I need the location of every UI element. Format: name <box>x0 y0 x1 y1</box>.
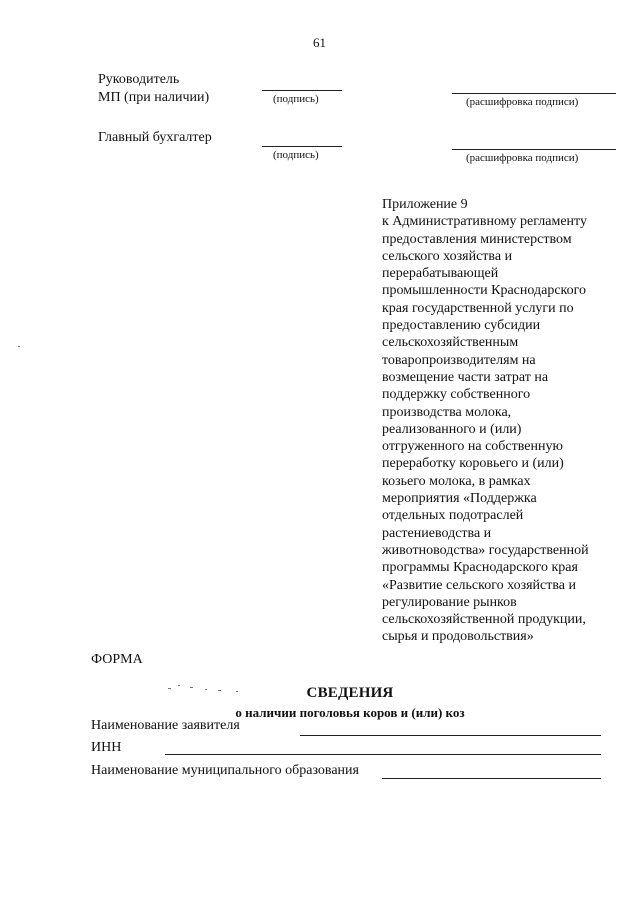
stamp-label: МП (при наличии) <box>98 90 210 105</box>
appendix-line: сельскохозяйственной продукции, <box>382 612 586 628</box>
municipality-label: Наименование муниципального образования <box>91 763 359 778</box>
applicant-label: Наименование заявителя <box>91 718 240 733</box>
appendix-line: переработку коровьего и (или) <box>382 456 564 472</box>
applicant-field-line <box>300 735 601 736</box>
appendix-line: перерабатывающей <box>382 266 499 282</box>
accountant-decoding-caption: (расшифровка подписи) <box>466 152 579 164</box>
accountant-decoding-line <box>452 149 616 150</box>
appendix-line: края государственной услуги по <box>382 300 574 316</box>
scan-speck <box>18 346 20 347</box>
appendix-line: растениеводства и <box>382 525 492 541</box>
appendix-line: козьего молока, в рамках <box>382 473 531 489</box>
appendix-line: сырья и продовольствия» <box>382 629 534 645</box>
appendix-line: программы Краснодарского края <box>382 560 578 576</box>
appendix-line: сельского хозяйства и <box>382 248 513 264</box>
appendix-line: регулирование рынков <box>382 594 517 610</box>
appendix-line: предоставлению субсидии <box>382 318 541 334</box>
appendix-line: поддержку собственного <box>382 387 531 403</box>
appendix-line: товаропроизводителям на <box>382 352 536 368</box>
inn-label: ИНН <box>91 740 122 755</box>
appendix-line: животноводства» государственной <box>382 542 589 558</box>
appendix-line: сельскохозяйственным <box>382 335 519 351</box>
appendix-line: мероприятия «Поддержка <box>382 491 537 507</box>
head-signature-caption: (подпись) <box>273 93 319 105</box>
appendix-line: отдельных подотраслей <box>382 508 524 524</box>
appendix-line: Приложение 9 <box>382 197 468 212</box>
accountant-label: Главный бухгалтер <box>98 130 212 145</box>
appendix-line: производства молока, <box>382 404 512 420</box>
inn-field-line <box>165 754 601 755</box>
head-decoding-caption: (расшифровка подписи) <box>466 96 579 108</box>
appendix-line: промышленности Краснодарского <box>382 283 587 299</box>
appendix-line: к Административному регламенту <box>382 214 587 230</box>
appendix-line: возмещение части затрат на <box>382 369 549 385</box>
appendix-line: отгруженного на собственную <box>382 439 563 455</box>
appendix-line: предоставления министерством <box>382 231 572 247</box>
head-signature-line <box>262 90 342 91</box>
head-decoding-line <box>452 93 616 94</box>
page-number: 61 <box>313 35 326 50</box>
appendix-line: реализованного и (или) <box>382 421 522 437</box>
document-title: СВЕДЕНИЯ <box>306 685 394 701</box>
form-label: ФОРМА <box>91 652 143 667</box>
appendix-line: «Развитие сельского хозяйства и <box>382 577 577 593</box>
accountant-signature-caption: (подпись) <box>273 149 319 161</box>
document-subtitle: о наличии поголовья коров и (или) коз <box>235 705 465 720</box>
accountant-signature-line <box>262 146 342 147</box>
head-label: Руководитель <box>98 72 180 87</box>
appendix-block <box>382 196 622 646</box>
municipality-field-line <box>382 778 601 779</box>
